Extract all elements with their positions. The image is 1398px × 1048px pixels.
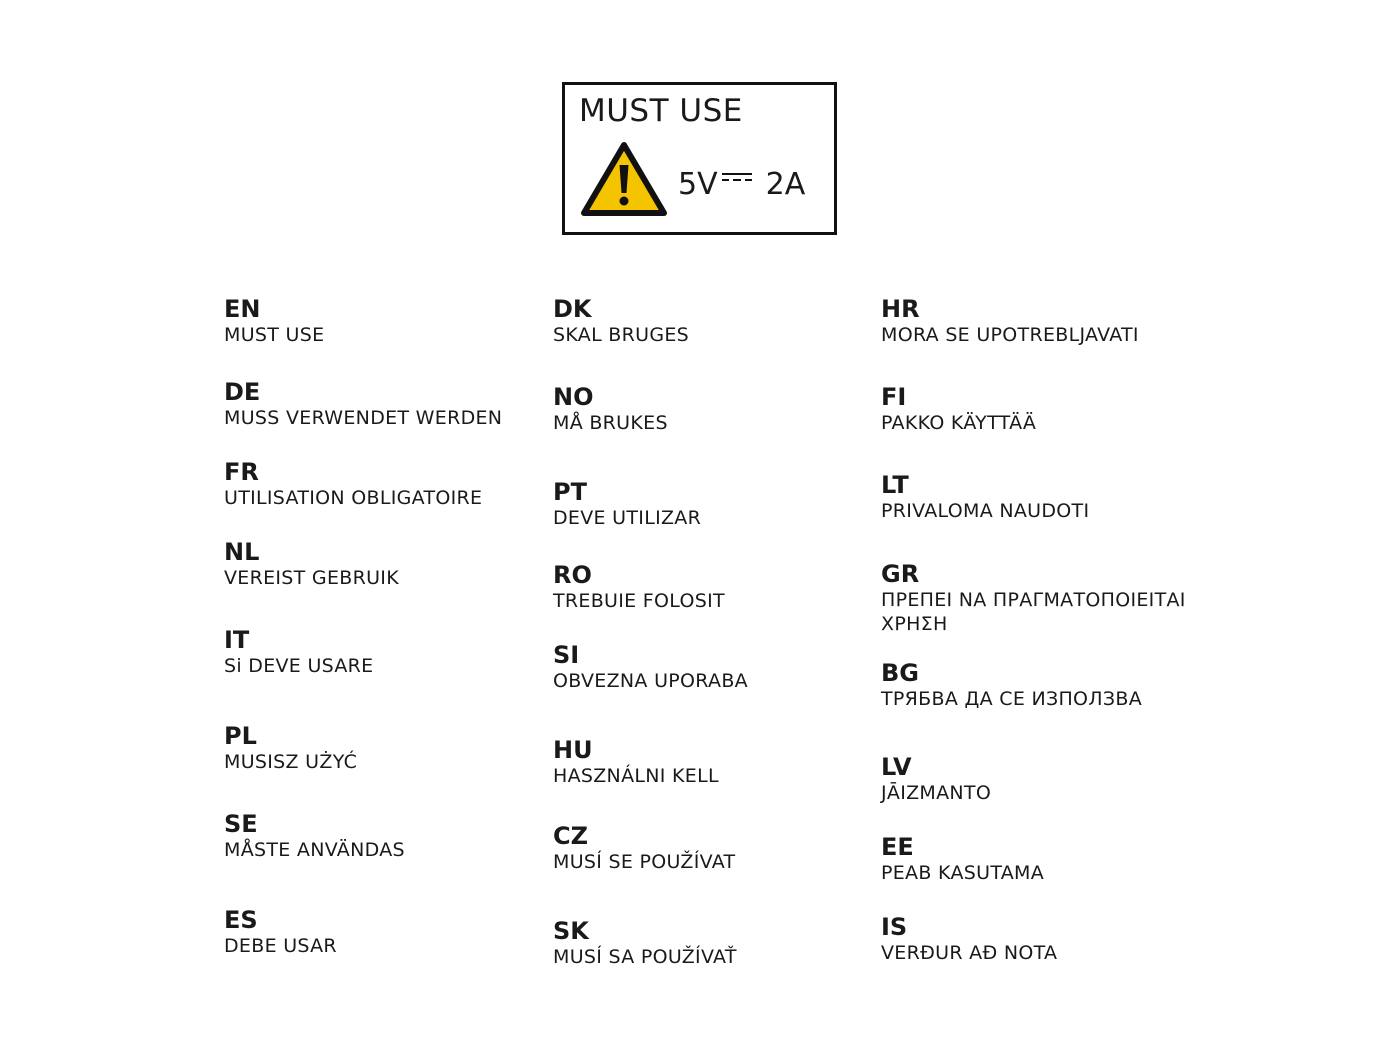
language-text: VEREIST GEBRUIK [224, 567, 399, 589]
language-code: EE [881, 833, 914, 861]
language-entry-ro [553, 562, 725, 613]
language-entry-fr [224, 459, 482, 510]
language-code: LV [881, 753, 912, 781]
warning-triangle-icon [580, 141, 668, 219]
language-code: SI [553, 641, 580, 669]
language-entry-si [553, 642, 748, 693]
language-code: CZ [553, 822, 589, 850]
language-text: MORA SE UPOTREBLJAVATI [881, 324, 1139, 346]
language-code: DK [553, 295, 592, 323]
voltage-value: 5V [678, 167, 718, 202]
language-entry-gr [881, 561, 1186, 636]
language-entry-nl [224, 539, 399, 590]
current-value: 2A [765, 167, 806, 202]
language-code: PT [553, 478, 587, 506]
language-code: IS [881, 913, 908, 941]
language-text: MUSISZ UŻYĆ [224, 751, 358, 773]
language-text: VERĐUR AÐ NOTA [881, 942, 1058, 964]
language-code: BG [881, 659, 919, 687]
power-rating [678, 167, 805, 202]
language-code: IT [224, 626, 250, 654]
language-code: HR [881, 295, 920, 323]
language-entry-no [553, 384, 668, 435]
language-text: TREBUIE FOLOSIT [553, 590, 725, 612]
language-entry-dk [553, 296, 689, 347]
language-text: Si DEVE USARE [224, 655, 374, 677]
label-title: MUST USE [579, 93, 743, 129]
language-code: PL [224, 722, 257, 750]
language-text: MUST USE [224, 324, 325, 346]
language-text-continued: ΧΡΗΣΗ [881, 613, 948, 635]
language-entry-hu [553, 737, 719, 788]
language-code: LT [881, 471, 909, 499]
power-requirement-label [562, 82, 837, 235]
language-entry-hr [881, 296, 1139, 347]
language-text: DEVE UTILIZAR [553, 507, 702, 529]
language-text: JĀIZMANTO [881, 782, 992, 804]
language-entry-lv [881, 754, 991, 805]
language-entry-fi [881, 384, 1036, 435]
language-code: HU [553, 736, 593, 764]
language-text: ΠΡΕΠΕΙ ΝΑ ΠΡΑΓΜΑΤΟΠΟΙΕΙΤΑΙ [881, 589, 1186, 611]
language-text: HASZNÁLNI KELL [553, 765, 719, 787]
language-entry-se [224, 811, 405, 862]
language-code: GR [881, 560, 920, 588]
language-code: EN [224, 295, 261, 323]
language-text: SKAL BRUGES [553, 324, 690, 346]
language-entry-pl [224, 723, 357, 774]
language-entry-ee [881, 834, 1044, 885]
language-text: DEBE USAR [224, 935, 337, 957]
language-code: FI [881, 383, 907, 411]
language-code: DE [224, 378, 261, 406]
language-text: PAKKO KÄYTTÄÄ [881, 412, 1037, 434]
language-entry-es [224, 907, 337, 958]
language-text: OBVEZNA UPORABA [553, 670, 748, 692]
language-text: PEAB KASUTAMA [881, 862, 1045, 884]
language-code: RO [553, 561, 592, 589]
language-text: MÅ BRUKES [553, 412, 668, 434]
language-entry-bg [881, 660, 1142, 711]
language-entry-it [224, 627, 373, 678]
language-entry-lt [881, 472, 1089, 523]
language-entry-sk [553, 918, 737, 969]
language-code: FR [224, 458, 259, 486]
language-code: SE [224, 810, 258, 838]
language-code: NL [224, 538, 260, 566]
direct-current-icon [722, 171, 752, 185]
language-code: NO [553, 383, 594, 411]
language-code: SK [553, 917, 589, 945]
language-entry-de [224, 379, 502, 430]
language-text: MÅSTE ANVÄNDAS [224, 839, 405, 861]
language-text: ТРЯБВА ДА СЕ ИЗПОЛЗВА [881, 688, 1142, 710]
language-entry-cz [553, 823, 735, 874]
language-text: MUSS VERWENDET WERDEN [224, 407, 503, 429]
language-entry-en [224, 296, 324, 347]
language-entry-pt [553, 479, 701, 530]
language-code: ES [224, 906, 258, 934]
language-text: MUSÍ SE POUŽÍVAT [553, 851, 736, 873]
language-text: PRIVALOMA NAUDOTI [881, 500, 1090, 522]
language-entry-is [881, 914, 1057, 965]
language-text: MUSÍ SA POUŽÍVAŤ [553, 946, 737, 968]
language-text: UTILISATION OBLIGATOIRE [224, 487, 483, 509]
